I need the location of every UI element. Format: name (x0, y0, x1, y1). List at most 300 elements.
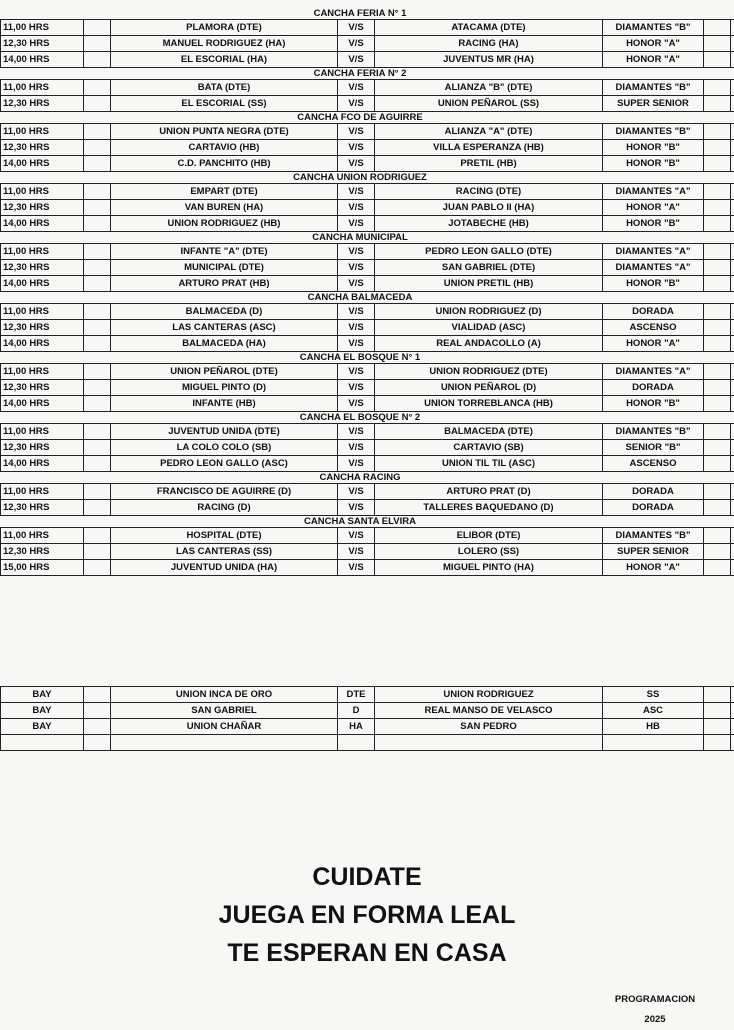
match-category: HONOR "B" (603, 156, 704, 172)
away-team: REAL ANDACOLLO (A) (375, 336, 603, 352)
fixture-row (1, 140, 734, 156)
home-team: UNION PUNTA NEGRA (DTE) (111, 124, 338, 140)
blank-cell (731, 560, 734, 576)
versus-label: V/S (338, 20, 375, 36)
match-time: 14,00 HRS (1, 336, 84, 352)
blank-cell (704, 52, 731, 68)
away-team: UNION PEÑAROL (D) (375, 380, 603, 396)
venue-fixture-table (0, 423, 734, 472)
home-team: BALMACEDA (HA) (111, 336, 338, 352)
versus-label: V/S (338, 424, 375, 440)
match-category: DIAMANTES "B" (603, 124, 704, 140)
fixture-row (1, 364, 734, 380)
match-category: HONOR "A" (603, 52, 704, 68)
blank-cell (704, 20, 731, 36)
bye-category-code: DTE (338, 687, 375, 703)
versus-label: V/S (338, 200, 375, 216)
blank-cell (731, 260, 734, 276)
slogan-line-1: CUIDATE (0, 858, 734, 896)
match-category: HONOR "B" (603, 396, 704, 412)
home-team: C.D. PANCHITO (HB) (111, 156, 338, 172)
away-team: UNION TIL TIL (ASC) (375, 456, 603, 472)
blank-cell (731, 528, 734, 544)
blank-cell (731, 304, 734, 320)
fixture-row (1, 484, 734, 500)
away-team: ARTURO PRAT (D) (375, 484, 603, 500)
bye-table (0, 686, 734, 751)
match-category: DIAMANTES "A" (603, 260, 704, 276)
fixture-row (1, 528, 734, 544)
away-team: ATACAMA (DTE) (375, 20, 603, 36)
versus-label: V/S (338, 396, 375, 412)
blank-cell (704, 560, 731, 576)
venue-title: CANCHA FCO DE AGUIRRE (280, 112, 440, 123)
bye-category (603, 735, 704, 751)
away-team: ALIANZA "A" (DTE) (375, 124, 603, 140)
venue-title: CANCHA EL BOSQUE N° 2 (280, 412, 440, 423)
home-team: EL ESCORIAL (HA) (111, 52, 338, 68)
fixture-row (1, 244, 734, 260)
fixture-row (1, 544, 734, 560)
fixture-row (1, 216, 734, 232)
bye-label: BAY (1, 719, 84, 735)
home-team: LA COLO COLO (SB) (111, 440, 338, 456)
blank-cell (731, 484, 734, 500)
match-time: 12,30 HRS (1, 320, 84, 336)
match-category: DORADA (603, 500, 704, 516)
bye-row (1, 735, 734, 751)
away-team: BALMACEDA (DTE) (375, 424, 603, 440)
match-time: 11,00 HRS (1, 424, 84, 440)
blank-cell (704, 528, 731, 544)
blank-cell (731, 156, 734, 172)
blank-cell (704, 320, 731, 336)
venue-fixture-table (0, 483, 734, 516)
bye-opponent (375, 735, 603, 751)
footer-label: PROGRAMACION (590, 990, 720, 1010)
bye-team: UNION INCA DE ORO (111, 687, 338, 703)
venue-title: CANCHA BALMACEDA (280, 292, 440, 303)
footer-year: 2025 (590, 1010, 720, 1030)
blank-cell (84, 216, 111, 232)
blank-cell (704, 200, 731, 216)
blank-cell (84, 336, 111, 352)
match-category: HONOR "B" (603, 140, 704, 156)
blank-cell (84, 20, 111, 36)
fixture-row (1, 380, 734, 396)
fixture-row (1, 560, 734, 576)
blank-cell (731, 200, 734, 216)
away-team: JUVENTUS MR (HA) (375, 52, 603, 68)
blank-cell (731, 336, 734, 352)
venue-fixture-table (0, 527, 734, 576)
blank-cell (731, 456, 734, 472)
home-team: LAS CANTERAS (SS) (111, 544, 338, 560)
home-team: PEDRO LEON GALLO (ASC) (111, 456, 338, 472)
venue-title: CANCHA FERIA N° 1 (280, 8, 440, 19)
blank-cell (704, 96, 731, 112)
blank-cell (731, 703, 734, 719)
away-team: ELIBOR (DTE) (375, 528, 603, 544)
match-time: 14,00 HRS (1, 216, 84, 232)
match-category: SUPER SENIOR (603, 96, 704, 112)
fixture-row (1, 52, 734, 68)
match-time: 14,00 HRS (1, 156, 84, 172)
bye-row (1, 719, 734, 735)
blank-cell (704, 364, 731, 380)
venue-title: CANCHA UNION RODRIGUEZ (280, 172, 440, 183)
blank-cell (704, 396, 731, 412)
fixture-row (1, 320, 734, 336)
footer (590, 990, 720, 1030)
away-team: VILLA ESPERANZA (HB) (375, 140, 603, 156)
venue-fixture-table (0, 123, 734, 172)
venue-fixture-table (0, 243, 734, 292)
match-time: 11,00 HRS (1, 20, 84, 36)
blank-cell (731, 52, 734, 68)
away-team: MIGUEL PINTO (HA) (375, 560, 603, 576)
blank-cell (704, 244, 731, 260)
venue-fixture-table (0, 363, 734, 412)
match-category: DIAMANTES "B" (603, 424, 704, 440)
blank-cell (84, 156, 111, 172)
blank-cell (84, 380, 111, 396)
bye-category-code (338, 735, 375, 751)
venue-fixture-table (0, 303, 734, 352)
bye-opponent: UNION RODRIGUEZ (375, 687, 603, 703)
fixture-row (1, 96, 734, 112)
away-team: RACING (DTE) (375, 184, 603, 200)
away-team: VIALIDAD (ASC) (375, 320, 603, 336)
match-category: ASCENSO (603, 320, 704, 336)
match-time: 12,30 HRS (1, 500, 84, 516)
blank-cell (704, 544, 731, 560)
venue-title: CANCHA RACING (280, 472, 440, 483)
bye-team (111, 735, 338, 751)
bye-label: BAY (1, 687, 84, 703)
home-team: MIGUEL PINTO (D) (111, 380, 338, 396)
blank-cell (84, 500, 111, 516)
away-team: PRETIL (HB) (375, 156, 603, 172)
blank-cell (84, 320, 111, 336)
match-category: DIAMANTES "A" (603, 364, 704, 380)
blank-cell (704, 80, 731, 96)
blank-cell (704, 484, 731, 500)
blank-cell (84, 456, 111, 472)
versus-label: V/S (338, 484, 375, 500)
blank-cell (704, 735, 731, 751)
versus-label: V/S (338, 260, 375, 276)
blank-cell (704, 140, 731, 156)
match-time: 14,00 HRS (1, 456, 84, 472)
blank-cell (731, 364, 734, 380)
away-team: UNION TORREBLANCA (HB) (375, 396, 603, 412)
blank-cell (731, 735, 734, 751)
away-team: ALIANZA "B" (DTE) (375, 80, 603, 96)
blank-cell (704, 336, 731, 352)
versus-label: V/S (338, 560, 375, 576)
blank-cell (731, 80, 734, 96)
match-time: 15,00 HRS (1, 560, 84, 576)
blank-cell (704, 156, 731, 172)
home-team: INFANTE "A" (DTE) (111, 244, 338, 260)
blank-cell (704, 500, 731, 516)
fixtures-sheet (0, 8, 734, 576)
versus-label: V/S (338, 500, 375, 516)
match-time: 12,30 HRS (1, 544, 84, 560)
match-category: DIAMANTES "B" (603, 20, 704, 36)
blank-cell (84, 544, 111, 560)
blank-cell (704, 424, 731, 440)
home-team: VAN BUREN (HA) (111, 200, 338, 216)
blank-cell (731, 687, 734, 703)
blank-cell (84, 719, 111, 735)
venue-title: CANCHA EL BOSQUE N° 1 (280, 352, 440, 363)
bye-category-code: D (338, 703, 375, 719)
blank-cell (731, 216, 734, 232)
blank-cell (704, 719, 731, 735)
venue-fixture-table (0, 19, 734, 68)
versus-label: V/S (338, 216, 375, 232)
slogan-line-2: JUEGA EN FORMA LEAL (0, 896, 734, 934)
versus-label: V/S (338, 156, 375, 172)
slogan-line-3: TE ESPERAN EN CASA (0, 934, 734, 972)
home-team: BATA (DTE) (111, 80, 338, 96)
away-team: LOLERO (SS) (375, 544, 603, 560)
match-category: HONOR "B" (603, 276, 704, 292)
match-time: 11,00 HRS (1, 124, 84, 140)
fixture-row (1, 124, 734, 140)
home-team: MUNICIPAL (DTE) (111, 260, 338, 276)
away-team: SAN GABRIEL (DTE) (375, 260, 603, 276)
match-category: DIAMANTES "B" (603, 80, 704, 96)
home-team: INFANTE (HB) (111, 396, 338, 412)
away-team: UNION PEÑAROL (SS) (375, 96, 603, 112)
blank-cell (704, 440, 731, 456)
fixture-row (1, 80, 734, 96)
blank-cell (84, 140, 111, 156)
match-time: 12,30 HRS (1, 440, 84, 456)
away-team: UNION PRETIL (HB) (375, 276, 603, 292)
match-time: 12,30 HRS (1, 260, 84, 276)
away-team: CARTAVIO (SB) (375, 440, 603, 456)
home-team: EMPART (DTE) (111, 184, 338, 200)
blank-cell (731, 36, 734, 52)
bye-category: SS (603, 687, 704, 703)
blank-cell (731, 20, 734, 36)
match-category: HONOR "A" (603, 336, 704, 352)
match-category: DIAMANTES "A" (603, 184, 704, 200)
blank-cell (84, 735, 111, 751)
versus-label: V/S (338, 276, 375, 292)
match-category: HONOR "A" (603, 560, 704, 576)
home-team: UNION PEÑAROL (DTE) (111, 364, 338, 380)
fixture-row (1, 200, 734, 216)
blank-cell (731, 184, 734, 200)
slogan (0, 858, 734, 972)
match-time: 12,30 HRS (1, 140, 84, 156)
versus-label: V/S (338, 320, 375, 336)
blank-cell (731, 124, 734, 140)
bye-label (1, 735, 84, 751)
blank-cell (84, 36, 111, 52)
versus-label: V/S (338, 440, 375, 456)
blank-cell (84, 528, 111, 544)
versus-label: V/S (338, 364, 375, 380)
match-time: 11,00 HRS (1, 364, 84, 380)
venue-fixture-table (0, 79, 734, 112)
blank-cell (84, 396, 111, 412)
blank-cell (731, 96, 734, 112)
bye-label: BAY (1, 703, 84, 719)
fixture-row (1, 20, 734, 36)
away-team: JOTABECHE (HB) (375, 216, 603, 232)
blank-cell (84, 687, 111, 703)
blank-cell (704, 276, 731, 292)
match-category: SUPER SENIOR (603, 544, 704, 560)
blank-cell (731, 719, 734, 735)
blank-cell (704, 703, 731, 719)
blank-cell (84, 52, 111, 68)
versus-label: V/S (338, 456, 375, 472)
match-time: 11,00 HRS (1, 184, 84, 200)
blank-cell (704, 380, 731, 396)
home-team: HOSPITAL (DTE) (111, 528, 338, 544)
blank-cell (704, 304, 731, 320)
match-category: SENIOR "B" (603, 440, 704, 456)
match-time: 12,30 HRS (1, 96, 84, 112)
match-category: DIAMANTES "A" (603, 244, 704, 260)
versus-label: V/S (338, 184, 375, 200)
blank-cell (704, 456, 731, 472)
home-team: ARTURO PRAT (HB) (111, 276, 338, 292)
versus-label: V/S (338, 124, 375, 140)
home-team: MANUEL RODRIGUEZ (HA) (111, 36, 338, 52)
fixture-row (1, 276, 734, 292)
bye-category-code: HA (338, 719, 375, 735)
blank-cell (704, 36, 731, 52)
home-team: LAS CANTERAS (ASC) (111, 320, 338, 336)
versus-label: V/S (338, 304, 375, 320)
home-team: UNION RODRIGUEZ (HB) (111, 216, 338, 232)
blank-cell (731, 244, 734, 260)
versus-label: V/S (338, 336, 375, 352)
bye-table-block (0, 686, 734, 751)
blank-cell (704, 687, 731, 703)
blank-cell (704, 260, 731, 276)
home-team: CARTAVIO (HB) (111, 140, 338, 156)
match-category: DORADA (603, 304, 704, 320)
home-team: FRANCISCO DE AGUIRRE (D) (111, 484, 338, 500)
fixture-row (1, 260, 734, 276)
match-time: 14,00 HRS (1, 52, 84, 68)
match-category: DORADA (603, 484, 704, 500)
home-team: JUVENTUD UNIDA (HA) (111, 560, 338, 576)
blank-cell (704, 184, 731, 200)
versus-label: V/S (338, 96, 375, 112)
blank-cell (84, 304, 111, 320)
match-time: 12,30 HRS (1, 36, 84, 52)
away-team: RACING (HA) (375, 36, 603, 52)
blank-cell (84, 703, 111, 719)
blank-cell (84, 484, 111, 500)
fixture-row (1, 456, 734, 472)
blank-cell (731, 544, 734, 560)
match-time: 11,00 HRS (1, 528, 84, 544)
bye-row (1, 703, 734, 719)
bye-category: HB (603, 719, 704, 735)
blank-cell (84, 424, 111, 440)
match-category: HONOR "B" (603, 216, 704, 232)
blank-cell (84, 80, 111, 96)
match-category: ASCENSO (603, 456, 704, 472)
away-team: UNION RODRIGUEZ (DTE) (375, 364, 603, 380)
blank-cell (84, 124, 111, 140)
fixture-row (1, 156, 734, 172)
blank-cell (84, 260, 111, 276)
fixture-row (1, 304, 734, 320)
away-team: UNION RODRIGUEZ (D) (375, 304, 603, 320)
match-category: HONOR "A" (603, 200, 704, 216)
home-team: RACING (D) (111, 500, 338, 516)
fixture-row (1, 184, 734, 200)
versus-label: V/S (338, 380, 375, 396)
versus-label: V/S (338, 244, 375, 260)
bye-row (1, 687, 734, 703)
fixture-row (1, 336, 734, 352)
match-category: HONOR "A" (603, 36, 704, 52)
away-team: JUAN PABLO II (HA) (375, 200, 603, 216)
away-team: PEDRO LEON GALLO (DTE) (375, 244, 603, 260)
venue-fixture-table (0, 183, 734, 232)
bye-team: UNION CHAÑAR (111, 719, 338, 735)
blank-cell (731, 380, 734, 396)
fixture-row (1, 440, 734, 456)
blank-cell (704, 216, 731, 232)
venue-title: CANCHA SANTA ELVIRA (280, 516, 440, 527)
home-team: EL ESCORIAL (SS) (111, 96, 338, 112)
match-time: 11,00 HRS (1, 484, 84, 500)
blank-cell (731, 140, 734, 156)
blank-cell (84, 96, 111, 112)
blank-cell (84, 440, 111, 456)
match-time: 11,00 HRS (1, 80, 84, 96)
blank-cell (731, 320, 734, 336)
blank-cell (84, 276, 111, 292)
fixture-row (1, 424, 734, 440)
versus-label: V/S (338, 52, 375, 68)
bye-opponent: SAN PEDRO (375, 719, 603, 735)
home-team: BALMACEDA (D) (111, 304, 338, 320)
bye-category: ASC (603, 703, 704, 719)
versus-label: V/S (338, 544, 375, 560)
venue-title: CANCHA FERIA N° 2 (280, 68, 440, 79)
match-time: 12,30 HRS (1, 380, 84, 396)
versus-label: V/S (338, 80, 375, 96)
venue-title: CANCHA MUNICIPAL (280, 232, 440, 243)
match-time: 11,00 HRS (1, 244, 84, 260)
blank-cell (731, 276, 734, 292)
match-time: 14,00 HRS (1, 396, 84, 412)
match-category: DORADA (603, 380, 704, 396)
match-category: DIAMANTES "B" (603, 528, 704, 544)
match-time: 14,00 HRS (1, 276, 84, 292)
fixture-row (1, 396, 734, 412)
versus-label: V/S (338, 528, 375, 544)
blank-cell (731, 500, 734, 516)
home-team: JUVENTUD UNIDA (DTE) (111, 424, 338, 440)
blank-cell (84, 364, 111, 380)
